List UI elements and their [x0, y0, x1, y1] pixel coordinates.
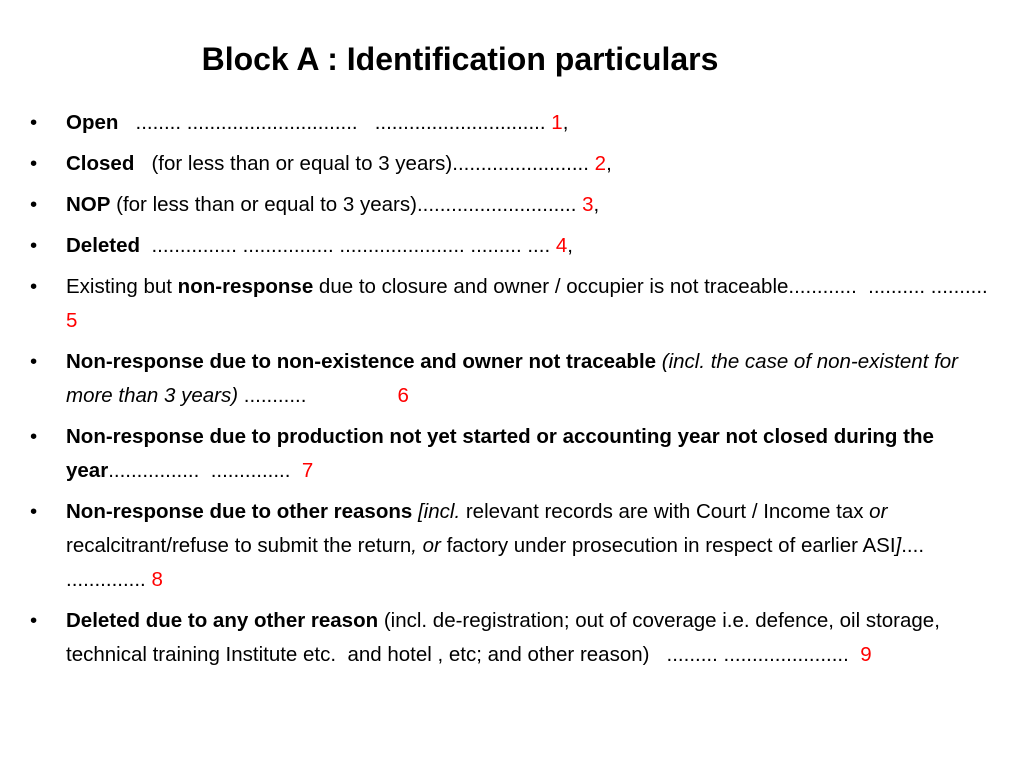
list-item: [30, 229, 996, 263]
item-label: NOP: [66, 193, 111, 216]
bullet-list: [30, 106, 1000, 679]
list-item: [30, 270, 1000, 338]
item-text: due to closure and owner / occupier is not traceable............ .......... ..........: [313, 275, 1000, 298]
list-item: [30, 420, 996, 488]
item-text: ,: [606, 152, 612, 175]
item-label: Deleted due to any other reason: [66, 609, 379, 632]
item-text: ........ .............................. ..............................: [118, 111, 552, 134]
code-number: 7: [301, 459, 314, 482]
item-label: Closed: [66, 152, 135, 175]
list-item: [30, 188, 996, 222]
bullet-icon: •: [30, 609, 38, 632]
item-text: , or: [411, 534, 441, 557]
code-number: 2: [594, 152, 607, 175]
item-text: (for less than or equal to 3 years)........................: [134, 152, 595, 175]
item-text: (incl. de-registration; out of coverage i.e. defence, oil storage, technical training Institute etc. and hotel , etc; and other reason) ......... ......................: [66, 609, 946, 666]
item-text: ,: [593, 193, 600, 216]
bullet-icon: •: [30, 193, 38, 216]
list-item: [30, 495, 996, 597]
bullet-icon: •: [30, 152, 38, 175]
bullet-icon: •: [30, 350, 38, 373]
list-item: [30, 345, 996, 413]
item-text: ............... ................ ...................... ......... ....: [140, 234, 556, 257]
list-item: [30, 106, 996, 140]
bullet-icon: •: [30, 234, 38, 257]
item-label: Non-response due to other reasons: [66, 500, 413, 523]
item-text: factory under prosecution in respect of earlier ASI: [440, 534, 896, 557]
item-label: Open: [66, 111, 119, 134]
code-number: 8: [151, 568, 163, 591]
item-text: or: [869, 500, 888, 523]
code-number: 3: [582, 193, 594, 216]
item-text: [incl.: [417, 500, 461, 523]
item-text: (incl. the case of non-existent for more than 3 years): [66, 350, 964, 407]
item-text: ]: [895, 534, 902, 557]
item-label: Non-response due to non-existence and owner not traceable: [66, 350, 657, 373]
item-label: non-response: [177, 275, 314, 298]
bullet-icon: •: [30, 500, 38, 523]
code-number: 4: [555, 234, 568, 257]
slide-title: Block A : Identification particulars: [201, 41, 719, 77]
bullet-icon: •: [30, 275, 38, 298]
item-text: .... ..............: [66, 534, 930, 591]
list-item: [30, 604, 996, 672]
item-text: ...........: [238, 384, 398, 407]
list-item: [30, 147, 996, 181]
bullet-icon: •: [30, 425, 38, 448]
item-text: ,: [562, 111, 569, 134]
code-number: 9: [860, 643, 872, 666]
item-label: Deleted: [66, 234, 141, 257]
item-text: relevant records are with Court / Income tax: [460, 500, 870, 523]
item-text: ................ ..............: [108, 459, 302, 482]
item-label: Non-response due to production not yet started or accounting year not closed during the year: [66, 425, 940, 482]
item-text: (for less than or equal to 3 years)............................: [110, 193, 583, 216]
item-text: Existing but: [66, 275, 178, 298]
code-number: 1: [551, 111, 563, 134]
code-number: 6: [397, 384, 409, 407]
item-text: ,: [567, 234, 573, 257]
item-text: recalcitrant/refuse to submit the return: [66, 500, 894, 557]
code-number: 5: [66, 309, 78, 332]
bullet-icon: •: [30, 111, 38, 134]
